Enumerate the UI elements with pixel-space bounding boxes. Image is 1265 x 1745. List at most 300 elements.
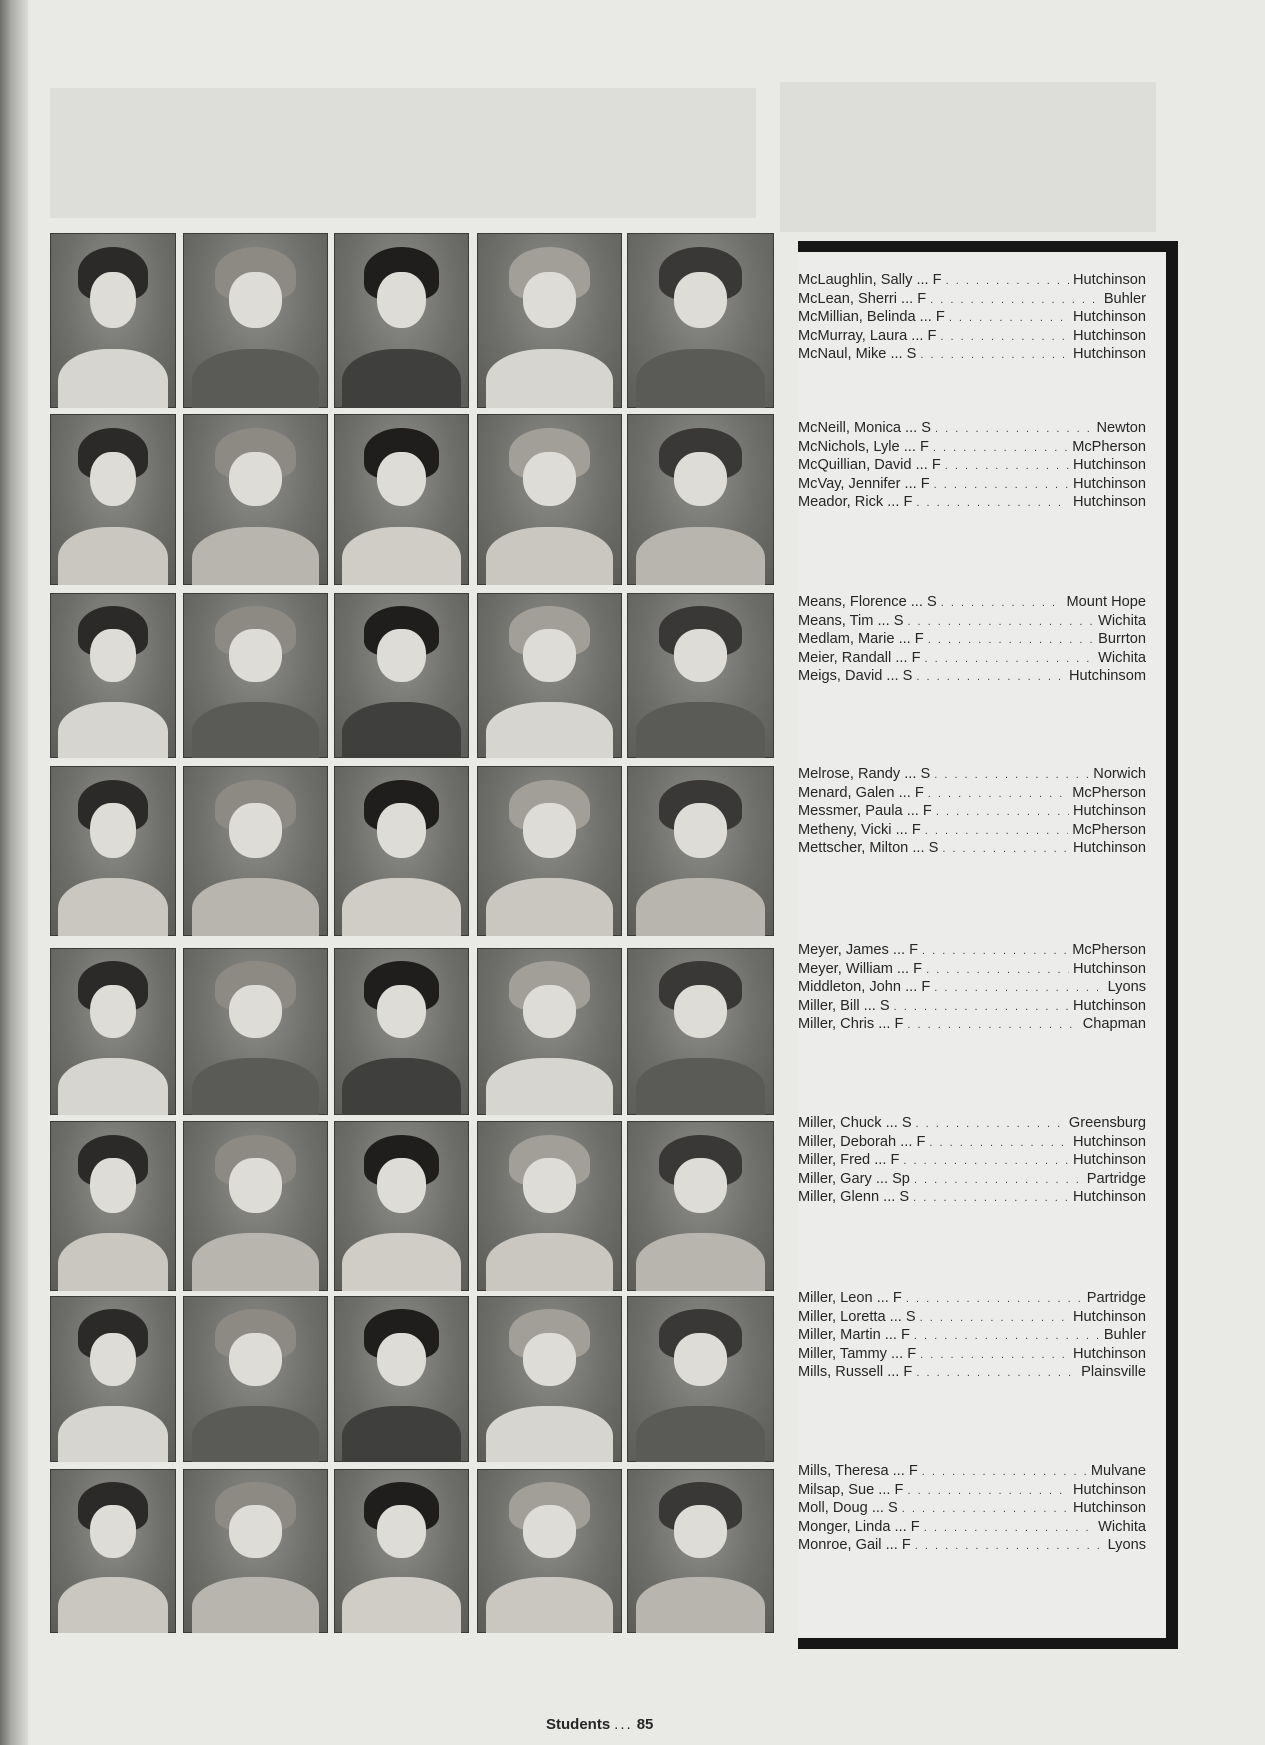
roster-entry <box>798 765 1146 784</box>
student-portrait <box>627 414 774 585</box>
leader-dots <box>916 494 1069 513</box>
leader-dots <box>920 346 1069 365</box>
student-portrait <box>183 414 328 585</box>
hometown: Hutchinson <box>1072 272 1146 288</box>
name-and-class <box>798 802 932 821</box>
roster-entry <box>798 593 1146 612</box>
roster-entry <box>798 821 1146 840</box>
class-code: F <box>927 327 937 344</box>
class-separator: ... <box>892 960 914 977</box>
hometown: McPherson <box>1072 784 1146 801</box>
leader-dots <box>916 668 1065 687</box>
class-separator: ... <box>881 1115 902 1131</box>
student-portrait <box>334 414 469 585</box>
student-name: Meador, Rick <box>798 494 884 510</box>
name-and-class <box>798 1188 909 1207</box>
student-portrait <box>50 766 176 936</box>
leader-dots <box>925 650 1095 669</box>
leader-dots <box>928 785 1068 804</box>
class-separator: ... <box>915 309 936 325</box>
roster-group <box>798 419 1146 512</box>
student-name: Monger, Linda <box>798 1518 891 1535</box>
class-separator: ... <box>872 1290 893 1306</box>
class-code: S <box>906 346 917 362</box>
name-and-class <box>798 630 924 649</box>
leader-dots <box>914 1171 1083 1190</box>
class-code: S <box>899 1189 910 1205</box>
hometown: McPherson <box>1072 942 1146 958</box>
student-portrait <box>50 414 176 585</box>
hometown: Hutchinson <box>1072 1189 1146 1205</box>
class-separator: ... <box>896 1133 917 1150</box>
hometown: Buhler <box>1103 1327 1146 1343</box>
leader-dots <box>928 631 1094 650</box>
roster-group <box>798 765 1146 858</box>
hometown: Hutchinson <box>1072 960 1146 977</box>
roster-entry <box>798 839 1146 858</box>
name-and-class <box>798 1518 920 1537</box>
hometown: Plainsville <box>1081 1364 1146 1380</box>
class-code: S <box>901 1115 912 1131</box>
hometown: Hutchinson <box>1072 1345 1146 1362</box>
class-separator: ... <box>894 631 915 647</box>
roster-entry <box>798 1188 1146 1207</box>
class-separator: ... <box>908 840 929 856</box>
student-name: McNichols, Lyle <box>798 438 900 455</box>
leader-dots <box>946 272 1069 291</box>
student-portrait <box>627 233 774 408</box>
class-code: F <box>911 649 921 666</box>
hometown: Chapman <box>1082 1016 1146 1032</box>
name-and-class <box>798 960 922 979</box>
student-portrait <box>477 766 622 936</box>
hometown: Burrton <box>1098 631 1146 647</box>
student-portrait <box>183 1469 328 1633</box>
student-name: Miller, Tammy <box>798 1345 887 1362</box>
name-and-class <box>798 1363 912 1382</box>
leader-dots <box>907 1016 1078 1035</box>
roster-group <box>798 1289 1146 1382</box>
leader-dots <box>935 420 1093 439</box>
class-code: F <box>921 979 931 995</box>
student-name: Meyer, James <box>798 942 889 958</box>
student-name: Mills, Russell <box>798 1364 884 1380</box>
class-separator: ... <box>901 979 922 995</box>
roster-entry <box>798 290 1146 309</box>
class-code: Sp <box>892 1170 910 1187</box>
class-separator: ... <box>911 457 932 473</box>
student-portrait <box>183 1296 328 1462</box>
name-and-class <box>798 667 912 686</box>
name-and-class <box>798 649 921 668</box>
roster-entry <box>798 345 1146 364</box>
student-name: Meyer, William <box>798 960 893 977</box>
student-portrait <box>477 1296 622 1462</box>
class-code: F <box>935 309 945 325</box>
student-portrait <box>334 1296 469 1462</box>
name-and-class <box>798 290 926 309</box>
page-number: 85 <box>636 1716 654 1733</box>
student-name: McMillian, Belinda <box>798 309 916 325</box>
name-and-class <box>798 475 930 494</box>
student-portrait <box>627 1296 774 1462</box>
leader-dots <box>925 822 1068 841</box>
page-footer <box>546 1716 653 1733</box>
class-code: S <box>893 612 904 629</box>
roster-entry <box>798 419 1146 438</box>
hometown: Mulvane <box>1090 1463 1146 1479</box>
leader-dots <box>934 766 1089 785</box>
class-code: F <box>914 631 924 647</box>
class-separator: ... <box>912 272 933 288</box>
roster-entry <box>798 1326 1146 1345</box>
leader-dots <box>902 1500 1069 1519</box>
name-and-class <box>798 1481 903 1500</box>
student-name: Monroe, Gail <box>798 1537 882 1553</box>
roster-entry <box>798 802 1146 821</box>
hometown: Wichita <box>1098 1518 1146 1535</box>
leader-dots <box>907 613 1094 632</box>
hometown: Hutchinson <box>1072 1133 1146 1150</box>
roster-entry <box>798 1462 1146 1481</box>
name-and-class <box>798 978 930 997</box>
class-separator: ... <box>867 1500 889 1516</box>
student-portrait <box>183 593 328 758</box>
hometown: McPherson <box>1072 438 1146 455</box>
student-name: Means, Tim <box>798 612 874 629</box>
class-code: F <box>910 1518 920 1535</box>
hometown: Hutchinsom <box>1068 668 1146 684</box>
roster-entry <box>798 271 1146 290</box>
student-portrait <box>50 1469 176 1633</box>
class-separator: ... <box>886 1345 908 1362</box>
name-and-class <box>798 1308 916 1327</box>
footer-separator: ... <box>614 1716 633 1733</box>
roster-group <box>798 593 1146 686</box>
background-show-through-right <box>780 82 1156 232</box>
name-and-class <box>798 456 941 475</box>
name-and-class <box>798 593 937 612</box>
class-separator: ... <box>888 942 910 958</box>
student-name: McMurray, Laura <box>798 327 908 344</box>
class-code: F <box>903 1364 913 1380</box>
student-name: Miller, Gary <box>798 1170 872 1187</box>
class-separator: ... <box>901 420 922 436</box>
hometown: Newton <box>1096 420 1146 436</box>
student-portrait <box>334 1121 469 1291</box>
name-and-class <box>798 1151 899 1170</box>
student-name: Miller, Leon <box>798 1290 873 1306</box>
hometown: Greensburg <box>1068 1115 1146 1131</box>
class-separator: ... <box>902 803 923 819</box>
hometown: Hutchinson <box>1072 457 1146 473</box>
roster-entry <box>798 941 1146 960</box>
class-separator: ... <box>873 612 894 629</box>
hometown: Hutchinson <box>1072 840 1146 856</box>
name-and-class <box>798 1114 912 1133</box>
hometown: Wichita <box>1098 612 1146 629</box>
hometown: Hutchinson <box>1072 327 1146 344</box>
class-separator: ... <box>891 821 912 838</box>
roster-entry <box>798 1536 1146 1555</box>
roster-group <box>798 941 1146 1034</box>
leader-dots <box>942 840 1069 859</box>
roster-entry <box>798 1114 1146 1133</box>
portrait-grid <box>50 233 774 1633</box>
roster-entry <box>798 649 1146 668</box>
student-name: Messmer, Paula <box>798 803 903 819</box>
class-separator: ... <box>891 649 912 666</box>
roster-entry <box>798 456 1146 475</box>
student-portrait <box>334 593 469 758</box>
student-name: McNeill, Monica <box>798 420 901 436</box>
leader-dots <box>915 1537 1104 1556</box>
class-code: F <box>892 1290 902 1306</box>
roster-entry <box>798 1499 1146 1518</box>
hometown: Hutchinson <box>1072 1481 1146 1498</box>
leader-dots <box>913 1189 1069 1208</box>
student-name: Means, Florence <box>798 594 907 610</box>
leader-dots <box>926 961 1069 980</box>
roster-entry <box>798 438 1146 457</box>
student-portrait <box>50 948 176 1115</box>
student-name: McQuillian, David <box>798 457 912 473</box>
hometown: McPherson <box>1072 821 1146 838</box>
hometown: Lyons <box>1107 1537 1146 1553</box>
leader-dots <box>916 1364 1077 1383</box>
student-name: Miller, Fred <box>798 1152 871 1168</box>
roster-entry <box>798 960 1146 979</box>
name-and-class <box>798 1536 911 1555</box>
class-code: F <box>894 1016 904 1032</box>
class-code: S <box>879 997 890 1014</box>
roster-entry <box>798 1015 1146 1034</box>
roster-group <box>798 271 1146 364</box>
hometown: Buhler <box>1103 290 1146 307</box>
class-code: S <box>905 1308 916 1325</box>
student-portrait <box>334 766 469 936</box>
student-portrait <box>627 1121 774 1291</box>
leader-dots <box>945 457 1069 476</box>
student-name: Miller, Loretta <box>798 1308 886 1325</box>
class-code: F <box>914 784 924 801</box>
roster-entry <box>798 612 1146 631</box>
hometown: Partridge <box>1086 1170 1146 1187</box>
class-code: F <box>908 1463 918 1479</box>
leader-dots <box>894 998 1069 1017</box>
student-name: Metheny, Vicki <box>798 821 892 838</box>
student-portrait <box>183 1121 328 1291</box>
student-portrait <box>477 948 622 1115</box>
class-code: F <box>907 1345 917 1362</box>
class-separator: ... <box>886 346 907 362</box>
roster-entry <box>798 1151 1146 1170</box>
class-separator: ... <box>890 1518 911 1535</box>
roster-entry <box>798 1345 1146 1364</box>
name-and-class <box>798 1499 898 1518</box>
name-and-class <box>798 438 929 457</box>
name-and-class <box>798 839 938 858</box>
class-code: F <box>922 803 932 819</box>
class-code: S <box>920 766 931 782</box>
student-portrait <box>477 414 622 585</box>
leader-dots <box>929 1134 1069 1153</box>
name-and-class <box>798 1133 925 1152</box>
class-code: F <box>919 438 929 455</box>
student-portrait <box>477 593 622 758</box>
student-name: Meier, Randall <box>798 649 892 666</box>
class-separator: ... <box>870 1152 891 1168</box>
name-and-class <box>798 784 924 803</box>
name-and-class <box>798 1289 902 1308</box>
class-separator: ... <box>874 1481 895 1498</box>
class-code: F <box>920 475 930 492</box>
class-separator: ... <box>896 290 918 307</box>
student-name: McNaul, Mike <box>798 346 887 362</box>
class-code: F <box>894 1481 904 1498</box>
roster-entry <box>798 667 1146 686</box>
hometown: Hutchinson <box>1072 1308 1146 1325</box>
roster-entry <box>798 997 1146 1016</box>
class-separator: ... <box>882 668 903 684</box>
student-name: Miller, Martin <box>798 1327 881 1343</box>
student-name: McLaughlin, Sally <box>798 272 913 288</box>
name-and-class <box>798 612 903 631</box>
class-code: F <box>909 942 919 958</box>
leader-dots <box>934 476 1069 495</box>
hometown: Partridge <box>1086 1290 1146 1306</box>
roster-entry <box>798 493 1146 512</box>
roster-entry <box>798 1308 1146 1327</box>
class-separator: ... <box>874 1016 895 1032</box>
leader-dots <box>949 309 1069 328</box>
student-portrait <box>334 233 469 408</box>
name-and-class <box>798 327 936 346</box>
class-code: F <box>903 494 913 510</box>
leader-dots <box>922 942 1068 961</box>
name-and-class <box>798 308 945 327</box>
class-separator: ... <box>888 1463 909 1479</box>
leader-dots <box>903 1152 1069 1171</box>
class-code: F <box>932 272 942 288</box>
leader-dots <box>906 1290 1083 1309</box>
name-and-class <box>798 1345 916 1364</box>
class-separator: ... <box>900 766 921 782</box>
leader-dots <box>941 594 1063 613</box>
class-code: S <box>928 840 939 856</box>
student-portrait <box>334 1469 469 1633</box>
class-separator: ... <box>871 1170 893 1187</box>
student-name: McVay, Jennifer <box>798 475 901 492</box>
leader-dots <box>920 1309 1069 1328</box>
student-portrait <box>50 1121 176 1291</box>
student-portrait <box>627 1469 774 1633</box>
class-separator: ... <box>880 1327 901 1343</box>
student-name: Melrose, Randy <box>798 766 901 782</box>
student-portrait <box>627 593 774 758</box>
name-and-class <box>798 765 930 784</box>
name-and-class <box>798 997 890 1016</box>
roster-entry <box>798 1170 1146 1189</box>
hometown: Wichita <box>1098 649 1146 666</box>
leader-dots <box>914 1327 1100 1346</box>
student-name: Menard, Galen <box>798 784 895 801</box>
name-and-class <box>798 1015 903 1034</box>
leader-dots <box>907 1482 1069 1501</box>
student-portrait <box>183 766 328 936</box>
class-separator: ... <box>883 494 904 510</box>
name-and-class <box>798 1326 910 1345</box>
student-portrait <box>183 233 328 408</box>
roster-entry <box>798 978 1146 997</box>
hometown: Hutchinson <box>1072 803 1146 819</box>
hometown: Mount Hope <box>1066 594 1146 610</box>
class-code: S <box>926 594 937 610</box>
hometown: Hutchinson <box>1072 475 1146 492</box>
leader-dots <box>933 439 1068 458</box>
leader-dots <box>934 979 1103 998</box>
name-and-class <box>798 1462 918 1481</box>
hometown: Hutchinson <box>1072 346 1146 362</box>
leader-dots <box>936 803 1069 822</box>
student-portrait <box>50 1296 176 1462</box>
class-separator: ... <box>879 1189 900 1205</box>
roster-entry <box>798 1363 1146 1382</box>
hometown: Lyons <box>1107 979 1146 995</box>
class-separator: ... <box>899 438 920 455</box>
class-separator: ... <box>883 1364 904 1380</box>
hometown: Hutchinson <box>1072 1500 1146 1516</box>
leader-dots <box>922 1463 1087 1482</box>
class-separator: ... <box>859 997 880 1014</box>
student-name: Miller, Chuck <box>798 1115 882 1131</box>
leader-dots <box>940 328 1069 347</box>
student-name: Miller, Bill <box>798 997 860 1014</box>
footer-section: Students <box>546 1716 611 1733</box>
hometown: Hutchinson <box>1072 1152 1146 1168</box>
student-name: Miller, Glenn <box>798 1189 880 1205</box>
student-portrait <box>627 766 774 936</box>
leader-dots <box>920 1346 1069 1365</box>
roster-entry <box>798 630 1146 649</box>
student-name: Middleton, John <box>798 979 902 995</box>
class-code: F <box>901 1327 910 1343</box>
student-name: Milsap, Sue <box>798 1481 875 1498</box>
background-show-through <box>50 88 756 218</box>
roster-entry <box>798 1289 1146 1308</box>
page-gutter-shadow <box>0 0 28 1745</box>
name-and-class <box>798 1170 910 1189</box>
class-code: F <box>911 821 921 838</box>
student-name: Medlam, Marie <box>798 631 895 647</box>
class-code: F <box>890 1152 900 1168</box>
name-and-class <box>798 271 942 290</box>
class-code: S <box>921 420 932 436</box>
hometown: Hutchinson <box>1072 494 1146 510</box>
student-name: Mettscher, Milton <box>798 840 909 856</box>
roster-entry <box>798 1518 1146 1537</box>
student-name: Moll, Doug <box>798 1500 868 1516</box>
student-name: Mills, Theresa <box>798 1463 889 1479</box>
class-separator: ... <box>894 784 915 801</box>
class-code: F <box>931 457 941 473</box>
student-name: Meigs, David <box>798 668 883 684</box>
roster-entry <box>798 475 1146 494</box>
class-separator: ... <box>881 1537 902 1553</box>
student-portrait <box>50 593 176 758</box>
hometown: Hutchinson <box>1072 997 1146 1014</box>
student-portrait <box>477 1469 622 1633</box>
